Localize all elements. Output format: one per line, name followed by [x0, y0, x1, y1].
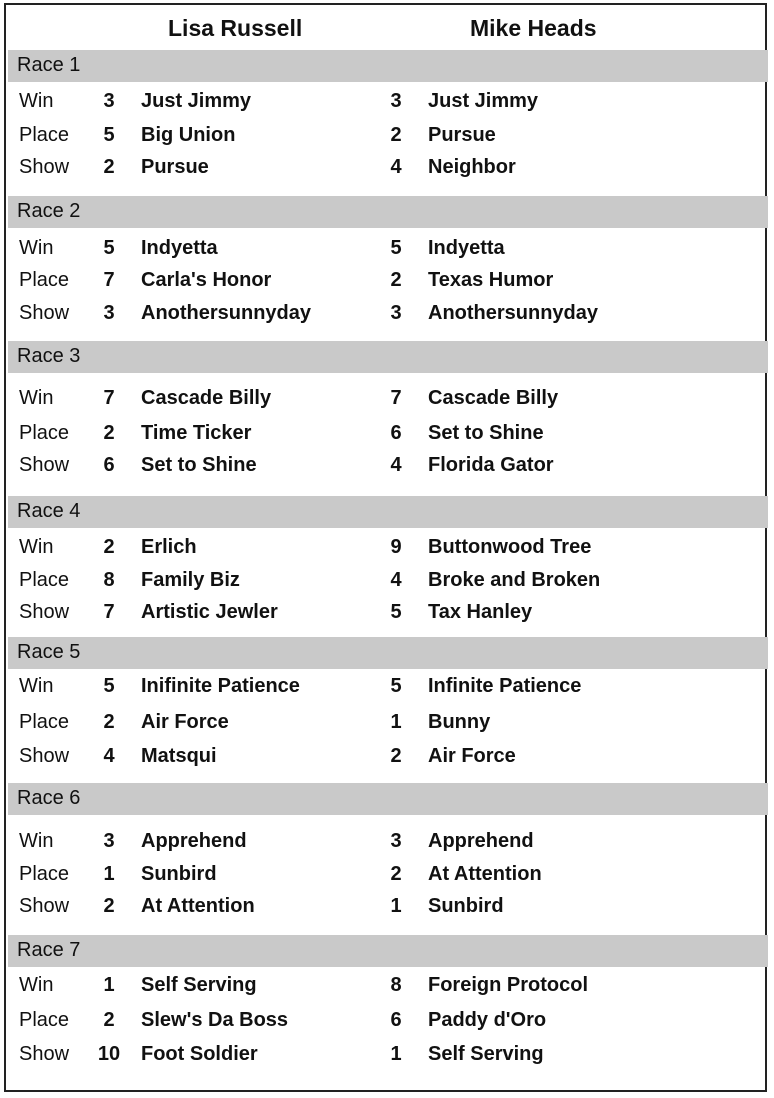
lisa-pick-horse: Foot Soldier: [141, 1043, 258, 1065]
lisa-pick-number: 2: [103, 1009, 115, 1031]
lisa-pick-number: 5: [103, 237, 115, 259]
lisa-pick-number: 1: [103, 863, 115, 885]
race-header-band: [8, 196, 768, 228]
mike-pick-number: 6: [390, 422, 402, 444]
pick-row: [0, 1041, 774, 1067]
lisa-pick-number: 7: [103, 601, 115, 623]
mike-pick-horse: Self Serving: [428, 1043, 544, 1065]
race-label: Race 4: [17, 500, 81, 522]
lisa-pick-horse: Air Force: [141, 711, 229, 733]
mike-pick-number: 2: [390, 269, 402, 291]
race-header-band: [8, 783, 768, 815]
finish-position: Place: [19, 1009, 70, 1031]
mike-pick-horse: Paddy d'Oro: [428, 1009, 547, 1031]
lisa-pick-number: 2: [103, 711, 115, 733]
finish-position: Show: [19, 302, 70, 324]
mike-pick-horse: Cascade Billy: [428, 387, 559, 409]
mike-pick-number: 7: [390, 387, 402, 409]
mike-pick-number: 2: [390, 863, 402, 885]
mike-pick-horse: Set to Shine: [428, 422, 544, 444]
lisa-pick-number: 2: [103, 156, 115, 178]
lisa-pick-number: 4: [103, 745, 115, 767]
race-label: Race 1: [17, 54, 81, 76]
mike-pick-number: 5: [390, 237, 402, 259]
finish-position: Place: [19, 269, 70, 291]
mike-pick-number: 2: [390, 745, 402, 767]
pick-row: [0, 972, 774, 998]
race-label: Race 6: [17, 787, 81, 809]
mike-pick-number: 5: [390, 675, 402, 697]
lisa-pick-horse: Big Union: [141, 124, 236, 146]
race-header-band: [8, 341, 768, 373]
lisa-pick-number: 3: [103, 302, 115, 324]
lisa-pick-horse: Artistic Jewler: [141, 601, 278, 623]
pick-row: [0, 122, 774, 148]
lisa-pick-number: 2: [103, 536, 115, 558]
mike-pick-number: 5: [390, 601, 402, 623]
mike-pick-number: 1: [390, 711, 402, 733]
finish-position: Place: [19, 863, 70, 885]
finish-position: Show: [19, 1043, 70, 1065]
race-label: Race 7: [17, 939, 81, 961]
pick-row: [0, 534, 774, 560]
mike-pick-horse: Bunny: [428, 711, 491, 733]
mike-pick-horse: Infinite Patience: [428, 675, 582, 697]
mike-pick-horse: Indyetta: [428, 237, 505, 259]
pick-row: [0, 893, 774, 919]
finish-position: Place: [19, 422, 70, 444]
mike-pick-number: 4: [390, 156, 402, 178]
race-header-band: [8, 50, 768, 82]
pick-row: [0, 673, 774, 699]
lisa-pick-horse: Inifinite Patience: [141, 675, 300, 697]
race-header-band: [8, 935, 768, 967]
race-label: Race 3: [17, 345, 81, 367]
finish-position: Show: [19, 454, 70, 476]
finish-position: Win: [19, 675, 54, 697]
lisa-pick-number: 8: [103, 569, 115, 591]
lisa-pick-horse: Carla's Honor: [141, 269, 272, 291]
header-mike-heads: Mike Heads: [470, 15, 597, 41]
pick-row: [0, 599, 774, 625]
finish-position: Win: [19, 536, 54, 558]
lisa-pick-horse: Slew's Da Boss: [141, 1009, 289, 1031]
mike-pick-number: 1: [390, 1043, 402, 1065]
mike-pick-horse: Pursue: [428, 124, 496, 146]
finish-position: Show: [19, 895, 70, 917]
pick-row: [0, 567, 774, 593]
mike-pick-number: 6: [390, 1009, 402, 1031]
lisa-pick-horse: At Attention: [141, 895, 255, 917]
pick-row: [0, 267, 774, 293]
finish-position: Place: [19, 569, 70, 591]
lisa-pick-number: 1: [103, 974, 115, 996]
mike-pick-horse: Buttonwood Tree: [428, 536, 592, 558]
mike-pick-horse: Apprehend: [428, 830, 534, 852]
lisa-pick-number: 5: [103, 124, 115, 146]
race-header-band: [8, 637, 768, 669]
lisa-pick-horse: Apprehend: [141, 830, 247, 852]
lisa-pick-horse: Anothersunnyday: [141, 302, 312, 324]
mike-pick-horse: Just Jimmy: [428, 90, 539, 112]
pick-row: [0, 88, 774, 114]
pick-row: [0, 154, 774, 180]
lisa-pick-number: 3: [103, 830, 115, 852]
mike-pick-horse: Anothersunnyday: [428, 302, 599, 324]
lisa-pick-horse: Erlich: [141, 536, 197, 558]
finish-position: Show: [19, 601, 70, 623]
mike-pick-number: 4: [390, 454, 402, 476]
finish-position: Win: [19, 387, 54, 409]
pick-row: [0, 861, 774, 887]
pick-row: [0, 709, 774, 735]
race-header-band: [8, 496, 768, 528]
mike-pick-number: 2: [390, 124, 402, 146]
finish-position: Place: [19, 711, 70, 733]
pick-row: [0, 300, 774, 326]
lisa-pick-number: 7: [103, 387, 115, 409]
mike-pick-number: 4: [390, 569, 402, 591]
mike-pick-horse: Air Force: [428, 745, 516, 767]
pick-row: [0, 420, 774, 446]
pick-row: [0, 743, 774, 769]
mike-pick-horse: At Attention: [428, 863, 542, 885]
lisa-pick-horse: Pursue: [141, 156, 209, 178]
mike-pick-number: 3: [390, 830, 402, 852]
lisa-pick-horse: Family Biz: [141, 569, 240, 591]
mike-pick-number: 8: [390, 974, 402, 996]
lisa-pick-number: 2: [103, 895, 115, 917]
race-label: Race 2: [17, 200, 81, 222]
finish-position: Win: [19, 90, 54, 112]
mike-pick-horse: Florida Gator: [428, 454, 554, 476]
lisa-pick-number: 6: [103, 454, 115, 476]
lisa-pick-number: 3: [103, 90, 115, 112]
race-label: Race 5: [17, 641, 81, 663]
finish-position: Win: [19, 237, 54, 259]
mike-pick-number: 3: [390, 90, 402, 112]
finish-position: Win: [19, 974, 54, 996]
finish-position: Place: [19, 124, 70, 146]
mike-pick-horse: Tax Hanley: [428, 601, 533, 623]
lisa-pick-horse: Self Serving: [141, 974, 257, 996]
header-lisa-russell: Lisa Russell: [168, 15, 303, 41]
mike-pick-number: 9: [390, 536, 402, 558]
lisa-pick-horse: Indyetta: [141, 237, 218, 259]
lisa-pick-horse: Time Ticker: [141, 422, 252, 444]
mike-pick-horse: Foreign Protocol: [428, 974, 588, 996]
finish-position: Win: [19, 830, 54, 852]
pick-row: [0, 235, 774, 261]
lisa-pick-number: 10: [97, 1043, 121, 1065]
mike-pick-horse: Neighbor: [428, 156, 516, 178]
lisa-pick-horse: Cascade Billy: [141, 387, 272, 409]
finish-position: Show: [19, 156, 70, 178]
mike-pick-horse: Sunbird: [428, 895, 504, 917]
lisa-pick-horse: Matsqui: [141, 745, 217, 767]
lisa-pick-number: 5: [103, 675, 115, 697]
lisa-pick-horse: Sunbird: [141, 863, 217, 885]
mike-pick-horse: Texas Humor: [428, 269, 554, 291]
pick-row: [0, 452, 774, 478]
lisa-pick-number: 2: [103, 422, 115, 444]
finish-position: Show: [19, 745, 70, 767]
mike-pick-horse: Broke and Broken: [428, 569, 601, 591]
pick-row: [0, 1007, 774, 1033]
lisa-pick-number: 7: [103, 269, 115, 291]
pick-row: [0, 828, 774, 854]
lisa-pick-horse: Set to Shine: [141, 454, 257, 476]
mike-pick-number: 1: [390, 895, 402, 917]
pick-row: [0, 385, 774, 411]
lisa-pick-horse: Just Jimmy: [141, 90, 252, 112]
mike-pick-number: 3: [390, 302, 402, 324]
